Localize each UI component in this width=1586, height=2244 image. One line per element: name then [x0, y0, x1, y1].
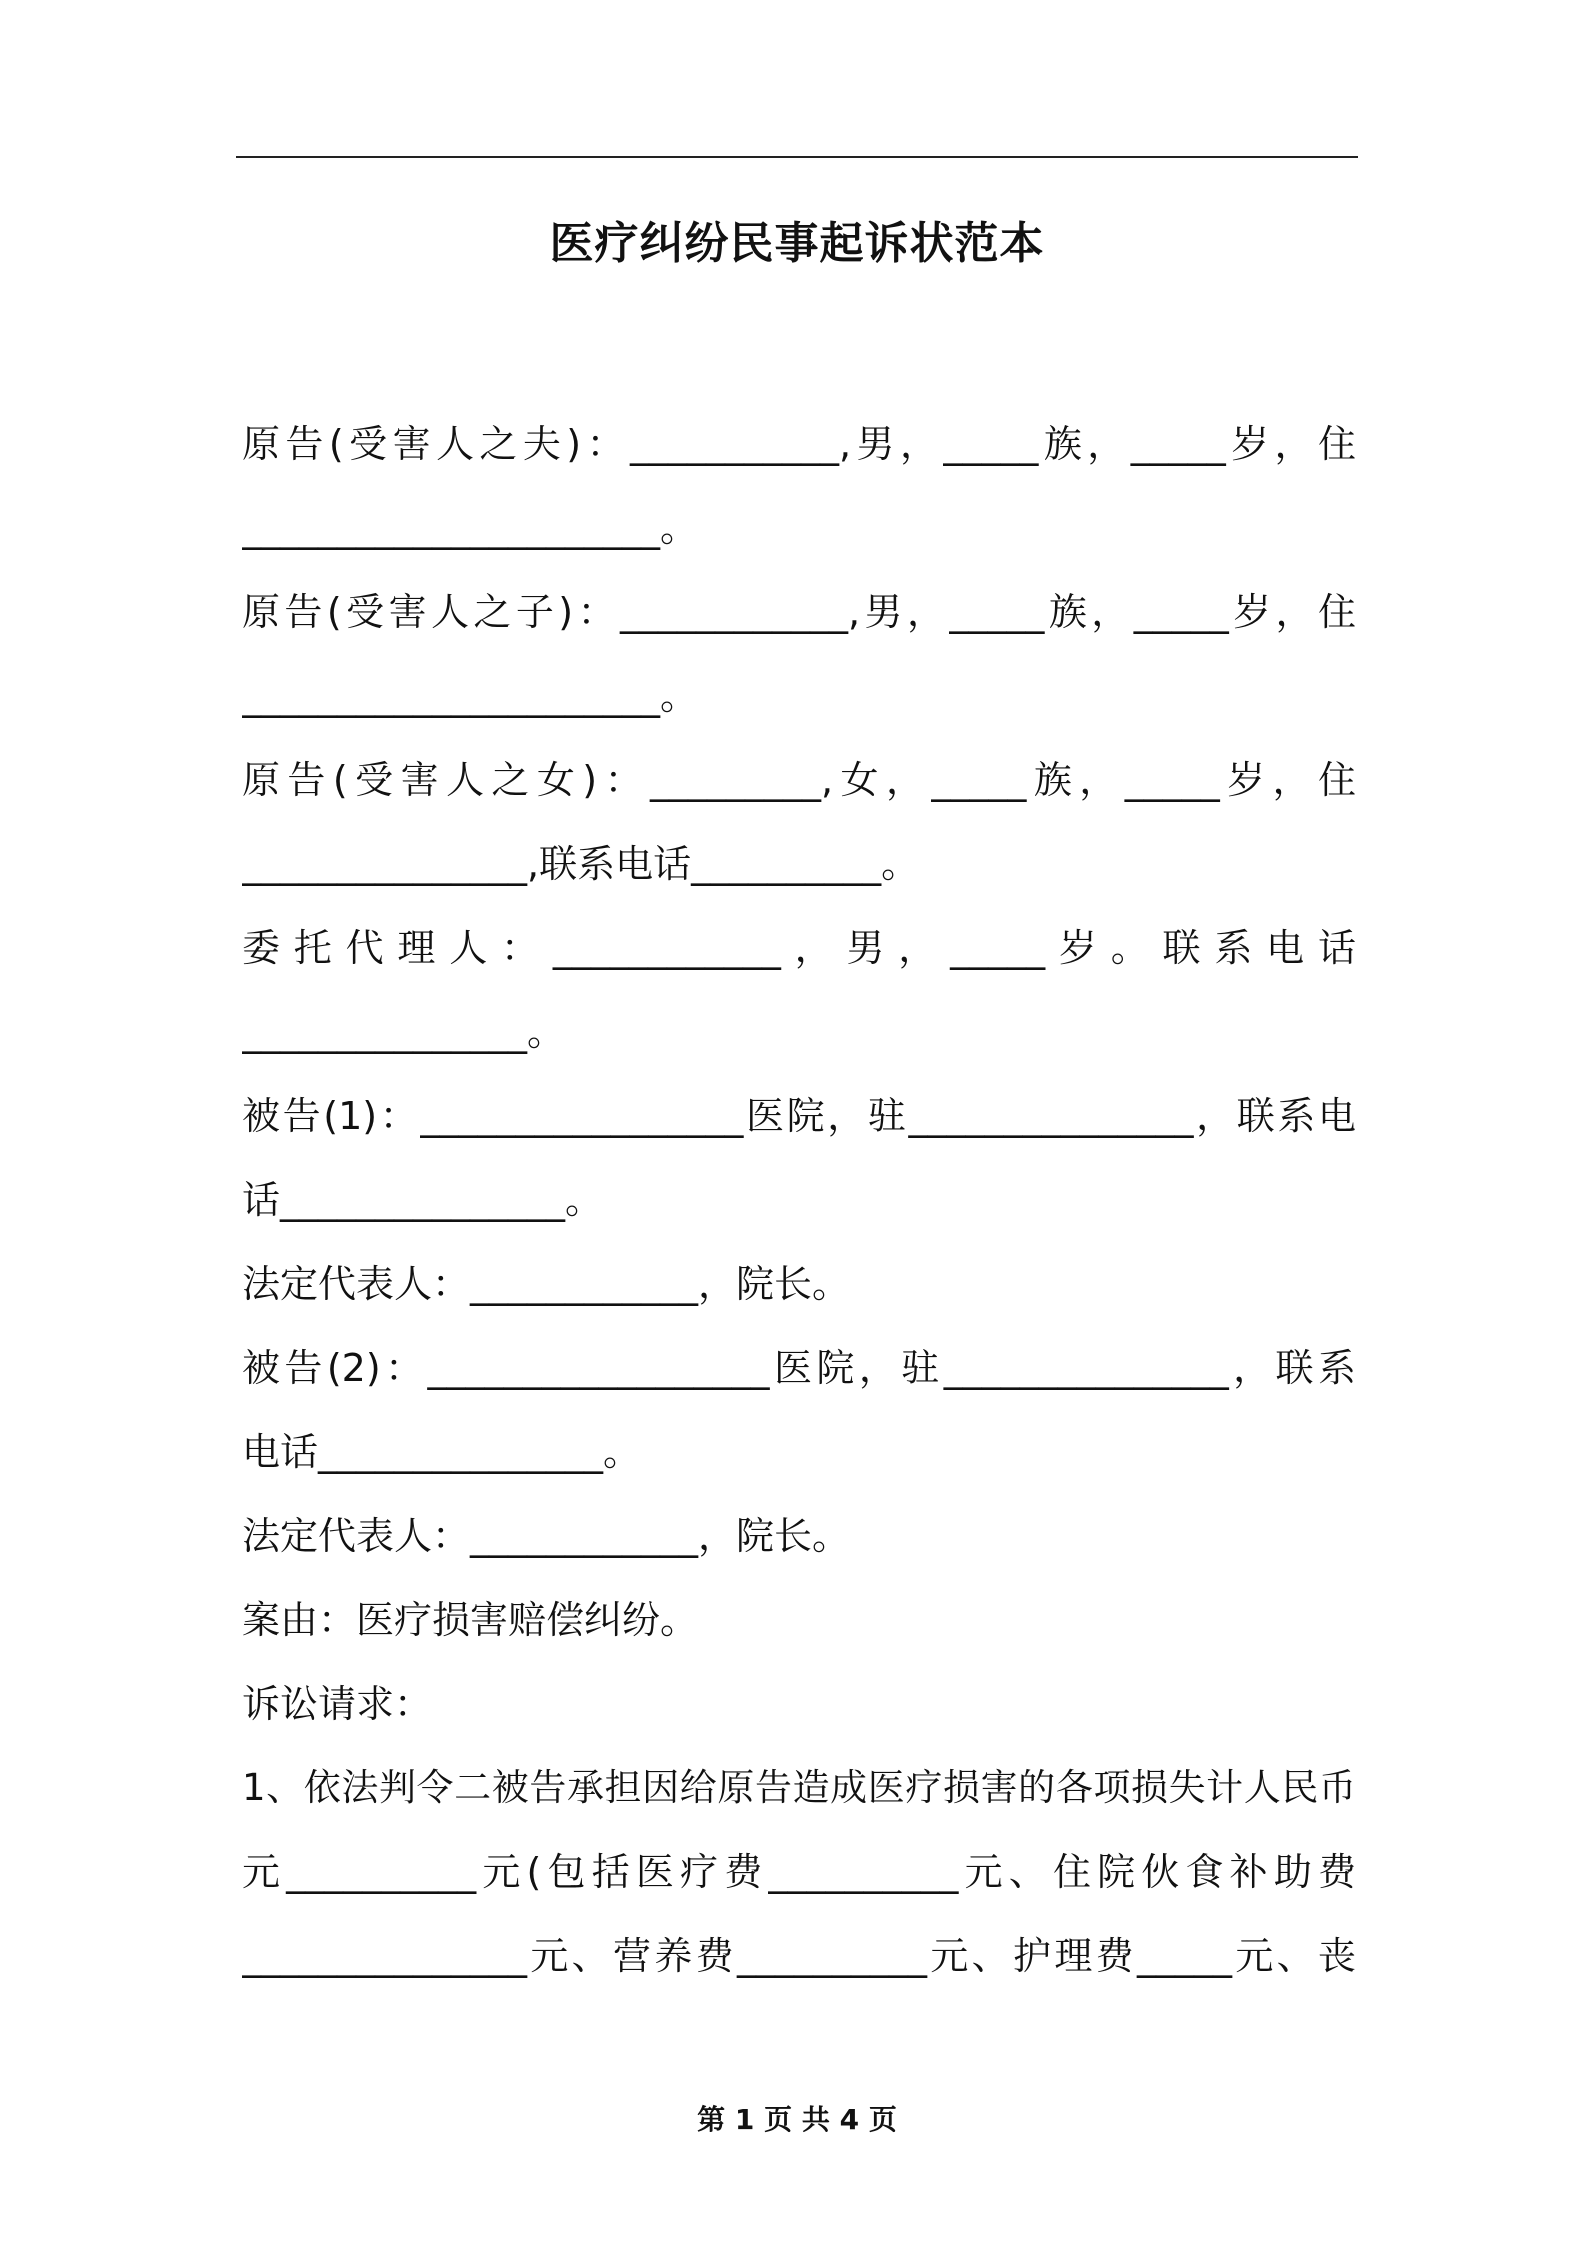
body-line-claim-1: 1、依法判令二被告承担因给原告造成医疗损害的各项损失计人民币: [242, 1766, 1356, 1809]
body-line-defendant-2-representative: 法定代表人：____________，院长。: [242, 1514, 851, 1558]
body-line-plaintiff-son-address: ______________________。: [242, 674, 699, 718]
document-title: 医疗纠纷民事起诉状范本: [549, 218, 1045, 269]
header-rule: [236, 156, 1358, 158]
body-line-claim-1-cont-2: _______________元、营养费__________元、护理费_____元、丧: [242, 1934, 1356, 1978]
body-line-plaintiff-daughter: 原告(受害人之女)：_________,女，_____族，_____岁，住: [242, 758, 1356, 802]
body-line-agent: 委托代理人：____________，男，_____岁。联系电话: [242, 926, 1356, 970]
body-line-plaintiff-husband: 原告(受害人之夫)：___________,男，_____族，_____岁，住: [242, 422, 1356, 466]
body-line-agent-phone: _______________。: [242, 1010, 566, 1054]
body-line-defendant-2-phone: 电话_______________。: [242, 1430, 642, 1474]
body-line-defendant-1-representative: 法定代表人：____________，院长。: [242, 1262, 851, 1306]
document-body: [242, 402, 1356, 1998]
body-line-claims-heading: 诉讼请求：: [242, 1682, 433, 1726]
body-line-plaintiff-son: 原告(受害人之子)：____________,男，_____族，_____岁，住: [242, 590, 1356, 634]
body-line-claim-1-cont: 元__________元(包括医疗费__________元、住院伙食补助费: [242, 1850, 1356, 1894]
body-line-defendant-2: 被告(2)：__________________医院，驻_______________，联系: [242, 1346, 1356, 1390]
body-line-plaintiff-daughter-address: _______________,联系电话__________。: [242, 842, 920, 886]
body-line-defendant-1: 被告(1)：_________________医院，驻_______________，联系电: [242, 1094, 1356, 1138]
body-line-defendant-1-phone: 话_______________。: [242, 1178, 604, 1222]
body-line-plaintiff-husband-address: ______________________。: [242, 506, 699, 550]
page-footer: 第 1 页 共 4 页: [697, 2103, 897, 2136]
body-line-cause: 案由：医疗损害赔偿纠纷。: [242, 1598, 699, 1642]
